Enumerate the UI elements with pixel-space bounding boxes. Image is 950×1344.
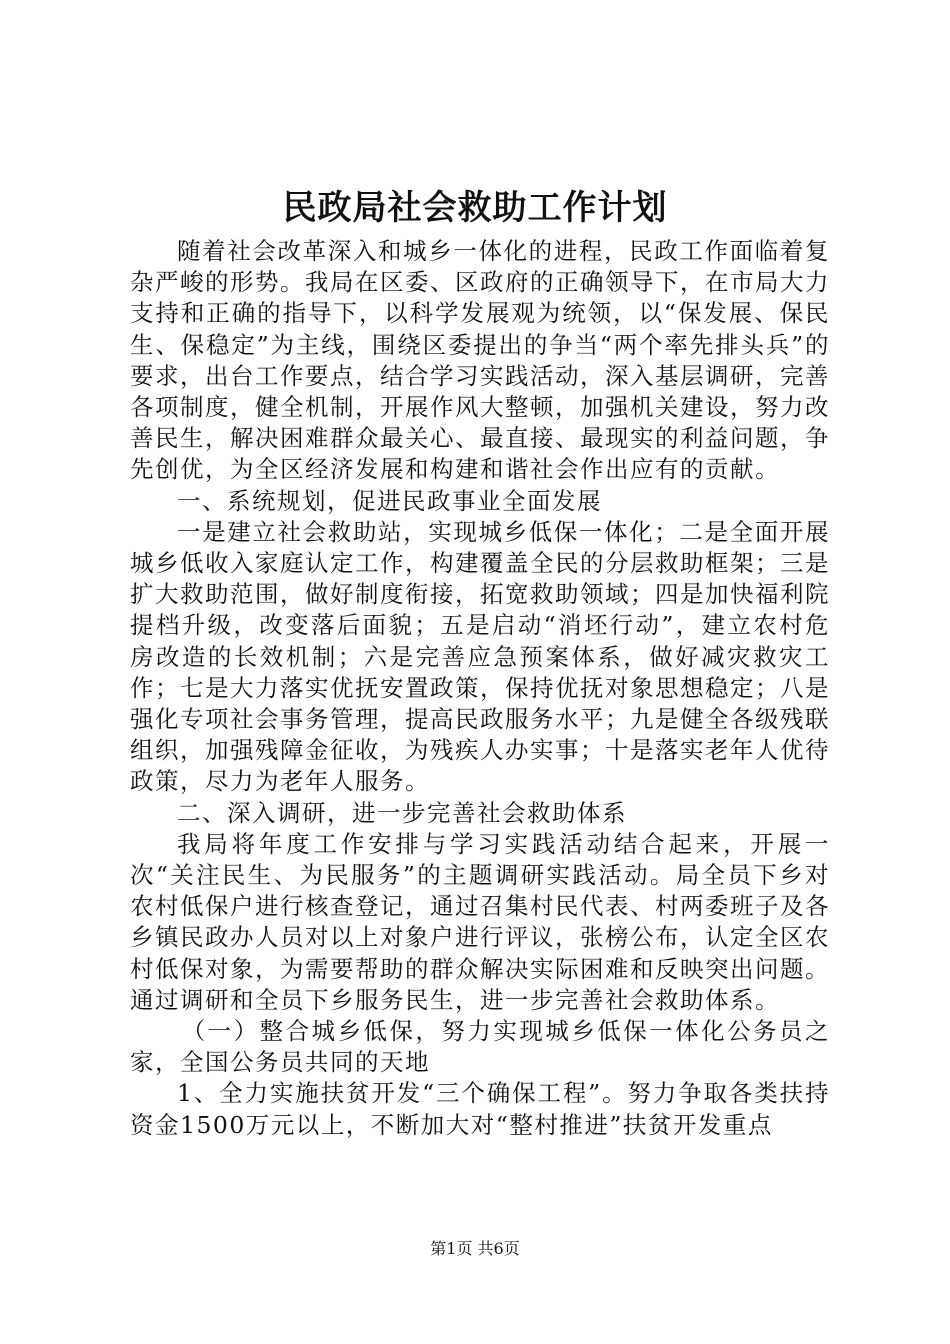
section-2-paragraph: 我局将年度工作安排与学习实践活动结合起来，开展一次“关注民生、为民服务”的主题调研实践活动。局全员下乡对农村低保户进行核查登记，通过召集村民代表、村两委班子及各乡镇民政办人员对以上对象户进行评议，张榜公布，认定全区农村低保对象，为需要帮助的群众解决实际困难和反映突出问题。通过调研和全员下乡服务民生，进一步完善社会救助体系。 (130, 829, 830, 1014)
page-title: 民政局社会救助工作计划 (282, 188, 668, 228)
section-heading-2: 二、深入调研，进一步完善社会救助体系 (177, 798, 627, 827)
document-body (130, 236, 830, 1141)
page-indicator: 第1页 共6页 (430, 1239, 520, 1258)
subsection-heading-1: （一）整合城乡低保，努力实现城乡低保一体化公务员之家，全国公务员共同的天地 (130, 1017, 830, 1077)
intro-paragraph: 随着社会改革深入和城乡一体化的进程，民政工作面临着复杂严峻的形势。我局在区委、区政府的正确领导下，在市局大力支持和正确的指导下，以科学发展观为统领，以“保发展、保民生、保稳定”为主线，围绕区委提出的争当“两个率先排头兵”的要求，出台工作要点，结合学习实践活动，深入基层调研，完善各项制度，健全机制，开展作风大整顿，加强机关建设，努力改善民生，解决困难群众最关心、最直接、最现实的利益问题，争先创优，为全区经济发展和构建和谐社会作出应有的贡献。 (130, 237, 830, 484)
item-1-paragraph: 1、全力实施扶贫开发“三个确保工程”。努力争取各类扶持资金1500万元以上，不断加大对“整村推进”扶贫开发重点 (130, 1079, 830, 1139)
section-1-paragraph: 一是建立社会救助站，实现城乡低保一体化；二是全面开展城乡低收入家庭认定工作，构建覆盖全民的分层救助框架；三是扩大救助范围，做好制度衔接，拓宽救助领域；四是加快福利院提档升级，改变落后面貌；五是启动“消坯行动”，建立农村危房改造的长效机制；六是完善应急预案体系，做好减灾救灾工作；七是大力落实优抚安置政策，保持优抚对象思想稳定；八是强化专项社会事务管理，提高民政服务水平；九是健全各级残联组织，加强残障金征收，为残疾人办实事；十是落实老年人优待政策，尽力为老年人服务。 (130, 517, 830, 796)
section-heading-1: 一、系统规划，促进民政事业全面发展 (177, 486, 602, 515)
